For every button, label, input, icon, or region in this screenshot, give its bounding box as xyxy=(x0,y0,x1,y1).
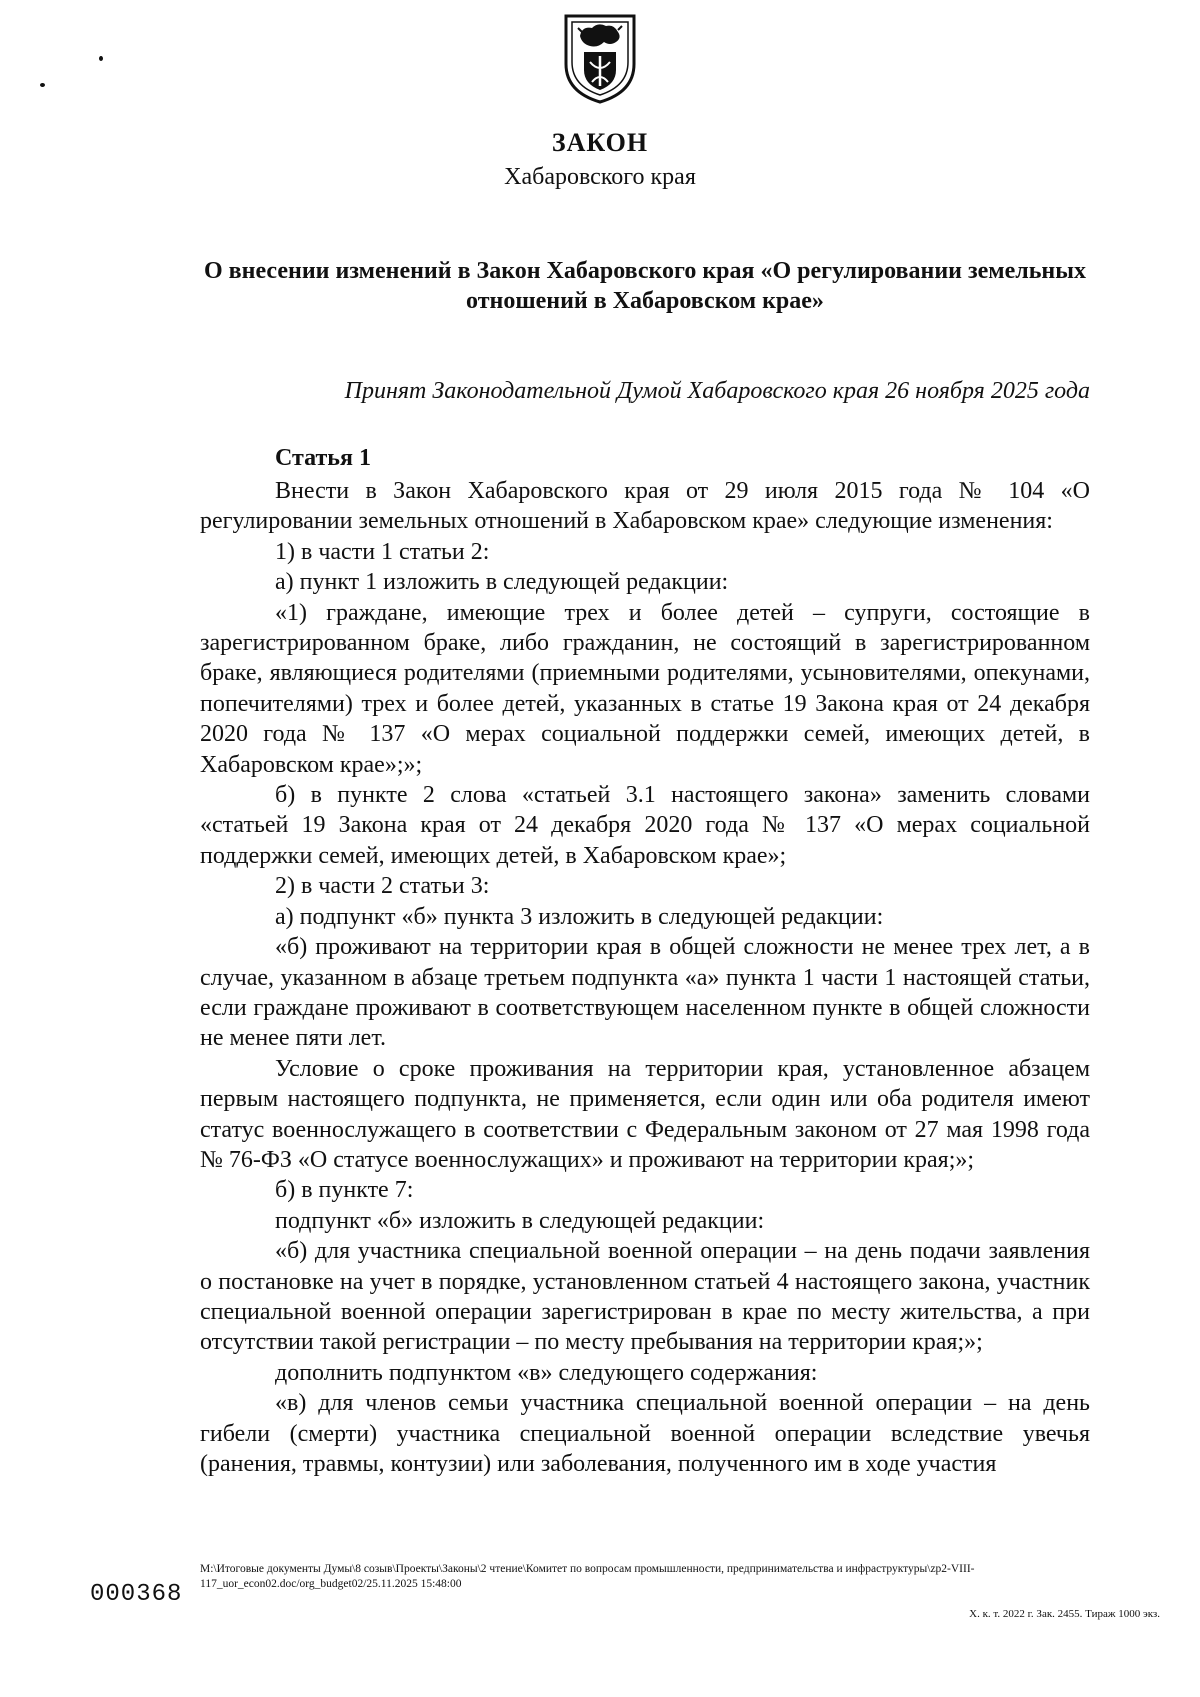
article-paragraph: Внести в Закон Хабаровского края от 29 июля 2015 года № 104 «О регулировании земельных отношений в Хабаровском крае» следующие изменения: xyxy=(200,478,1090,535)
scan-speck xyxy=(99,56,103,61)
law-name-heading: О внесении изменений в Закон Хабаровского края «О регулировании земельных отношений в Хабаровском крае» xyxy=(204,258,1086,314)
scan-speck xyxy=(40,83,45,87)
file-path-footer: M:\Итоговые документы Думы\8 созыв\Проекты\Законы\2 чтение\Комитет по вопросам промышленности, предпринимательства и инфраструктуры\zp2-VIII-117_uor_econ02.doc/org_budget02/25.11.2025 15:48:00 xyxy=(200,1563,975,1590)
article-paragraph: а) подпункт «б» пункта 3 изложить в следующей редакции: xyxy=(275,903,884,930)
article-paragraph: «в) для членов семьи участника специальной военной операции – на день гибели (смерти) участника специальной военной операции вследствие увечья (ранения, травмы, контузии) или заболевания, полученного им в ходе участия xyxy=(200,1390,1090,1477)
article-body xyxy=(200,476,1090,1479)
article-paragraph: б) в пункте 7: xyxy=(275,1177,414,1204)
article-heading: Статья 1 xyxy=(275,445,371,471)
article-paragraph: «1) граждане, имеющие трех и более детей – супруги, состоящие в зарегистрированном браке, либо гражданин, не состоящий в зарегистрированном браке, являющиеся родителями (приемными родителями, усыновителями, опекунами, попечителями) трех и более детей, указанных в статье 19 Закона края от 24 декабря 2020 года № 137 «О мерах социальной поддержки семей, имеющих детей, в Хабаровском крае»;»; xyxy=(200,599,1090,778)
article-paragraph: б) в пункте 2 слова «статьей 3.1 настоящего закона» заменить словами «статьей 19 Закона края от 24 декабря 2020 года № 137 «О мерах социальной поддержки семей, имеющих детей, в Хабаровском крае»; xyxy=(200,782,1090,869)
article-paragraph: а) пункт 1 изложить в следующей редакции: xyxy=(275,569,729,596)
article-paragraph: 2) в части 2 статьи 3: xyxy=(275,873,490,900)
law-title: ЗАКОН xyxy=(551,128,649,157)
article-paragraph: 1) в части 1 статьи 2: xyxy=(275,538,490,565)
region-subtitle: Хабаровского края xyxy=(504,164,696,190)
print-info-footer: Х. к. т. 2022 г. Зак. 2455. Тираж 1000 экз. xyxy=(969,1608,1160,1620)
adoption-statement: Принят Законодательной Думой Хабаровского края 26 ноября 2025 года xyxy=(344,378,1090,404)
article-paragraph: подпункт «б» изложить в следующей редакции: xyxy=(275,1207,765,1234)
article-paragraph: дополнить подпунктом «в» следующего содержания: xyxy=(275,1359,818,1386)
article-paragraph: «б) для участника специальной военной операции – на день подачи заявления о постановке на учет в порядке, установленном статьей 4 настоящего закона, участник специальной военной операции зарегистрирован в крае по месту жительства, а при отсутствии такой регистрации – по месту пребывания на территории края;»; xyxy=(200,1238,1090,1356)
article-paragraph: «б) проживают на территории края в общей сложности не менее трех лет, а в случае, указанном в абзаце третьем подпункта «а» пункта 1 части 1 настоящей статьи, если граждане проживают в соответствующем населенном пункте в общей сложности не менее пяти лет. xyxy=(200,934,1090,1052)
document-number: 000368 xyxy=(90,1581,183,1608)
article-paragraph: Условие о сроке проживания на территории края, установленное абзацем первым настоящего подпункта, не применяется, если один или оба родителя имеют статус военнослужащего в соответствии с Федеральным законом от 27 мая 1998 года № 76-ФЗ «О статусе военнослужащих» и проживают на территории края;»; xyxy=(200,1055,1090,1173)
coat-of-arms-emblem xyxy=(562,12,638,106)
